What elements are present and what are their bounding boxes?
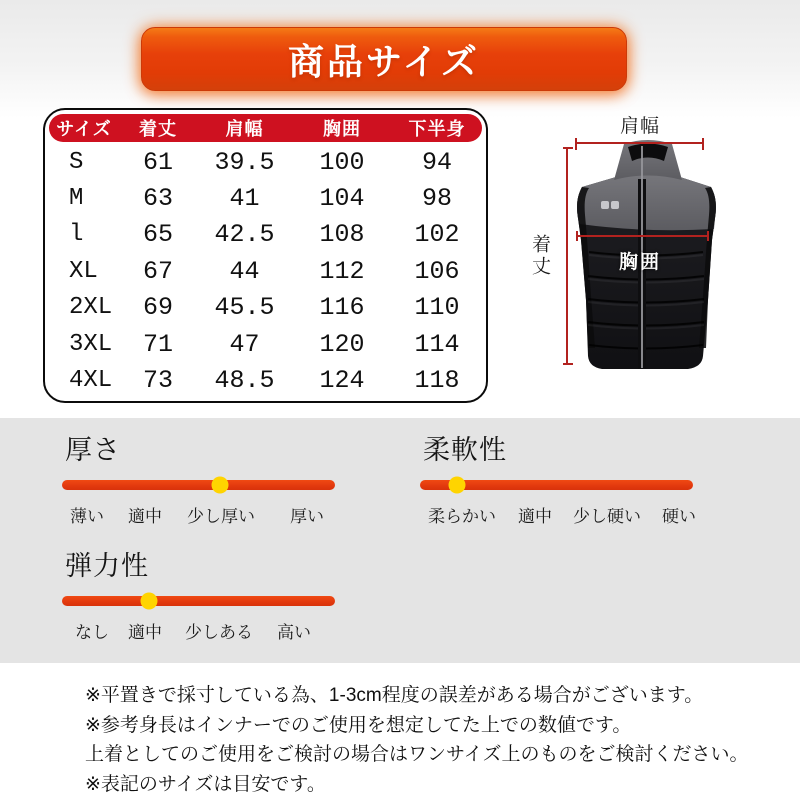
cell-chest: 104 [319,184,365,214]
header-lower-body: 下半身 [408,119,466,139]
slider-scale-labels [420,502,695,524]
scale-label: 適中 [128,507,162,526]
header-size: サイズ [56,119,112,139]
cell-shoulder: 41 [229,184,260,214]
cell-size: 4XL [69,367,113,395]
cell-lower: 102 [414,220,460,250]
cell-chest: 100 [319,147,365,177]
cell-length: 71 [142,329,173,359]
cell-size: 3XL [69,330,113,358]
cell-chest: 120 [319,329,365,359]
scale-label: 柔らかい [428,507,496,526]
cell-shoulder: 48.5 [214,366,275,396]
cell-shoulder: 45.5 [214,293,275,323]
header-length: 着丈 [139,119,177,139]
section-title: 商品サイズ [287,40,481,82]
cell-lower: 106 [414,256,460,286]
slider-bar [62,596,335,606]
header-shoulder: 肩幅 [225,119,264,139]
slider-bar [62,480,335,490]
cell-lower: 98 [421,184,452,214]
slider-dot [141,593,158,610]
scale-label: 少し厚い [187,507,255,526]
cell-size: XL [69,257,98,285]
cell-length: 73 [142,366,173,396]
table-row [49,326,482,362]
cell-size: S [69,148,84,176]
cell-size: 2XL [69,294,113,322]
scale-label: 少しある [185,623,253,642]
footnote-line: ※表記のサイズは目安です。 [85,773,326,795]
cell-length: 65 [142,220,173,250]
footnotes [85,681,785,799]
size-table [43,108,488,403]
size-table-body [49,144,482,399]
scale-label: 薄い [70,507,104,526]
shoulder-width-label: 肩幅 [619,116,660,137]
cell-chest: 108 [319,220,365,250]
cell-lower: 114 [414,329,460,359]
slider-dot [448,477,465,494]
chest-label: 胸囲 [618,252,661,273]
cell-size: l [69,221,84,249]
table-row [49,362,482,398]
scale-label: 硬い [662,507,696,526]
cell-shoulder: 42.5 [214,220,275,250]
cell-lower: 94 [421,147,452,177]
cell-chest: 112 [319,256,365,286]
slider-dot [212,477,229,494]
length-label: 着丈 [529,234,550,278]
table-row [49,180,482,216]
vest-upper-gray [577,173,716,230]
slider-title: 柔軟性 [423,435,507,465]
cell-length: 69 [142,293,173,323]
cell-lower: 110 [414,293,460,323]
cell-size: M [69,185,84,213]
cell-shoulder: 44 [229,256,260,286]
scale-label: 適中 [128,623,162,642]
control-button-left [601,201,609,209]
slider-scale-labels [62,618,337,640]
cell-length: 67 [142,256,173,286]
cell-length: 61 [142,147,173,177]
cell-lower: 118 [414,366,460,396]
scale-label: 高い [277,623,311,642]
scale-label: 厚い [290,507,324,526]
cell-shoulder: 39.5 [214,147,275,177]
cell-chest: 116 [319,293,365,323]
slider-scale-labels [62,502,337,524]
footnote-line: ※平置きで採寸している為、1-3cm程度の誤差がある場合がございます。 [85,685,704,706]
table-row [49,144,482,180]
footnote-line: 上着としてのご使用をご検討の場合はワンサイズ上のものをご検討ください。 [85,744,749,765]
slider-title: 弾力性 [65,551,149,581]
vest-diagram [490,100,790,410]
table-row [49,253,482,289]
attribute-slider-panel [0,418,800,663]
table-row [49,290,482,326]
scale-label: 少し硬い [573,507,641,526]
cell-shoulder: 47 [229,329,260,359]
section-title-banner [141,27,627,91]
control-button-right [611,201,619,209]
size-table-header [49,114,482,142]
table-row [49,217,482,253]
cell-chest: 124 [319,366,365,396]
scale-label: なし [75,623,109,642]
cell-length: 63 [142,184,173,214]
slider-bar [420,480,693,490]
header-chest: 胸囲 [323,119,361,139]
footnote-line: ※参考身長はインナーでのご使用を想定してた上での数値です。 [85,714,632,736]
scale-label: 適中 [518,507,552,526]
slider-title: 厚さ [65,435,121,465]
